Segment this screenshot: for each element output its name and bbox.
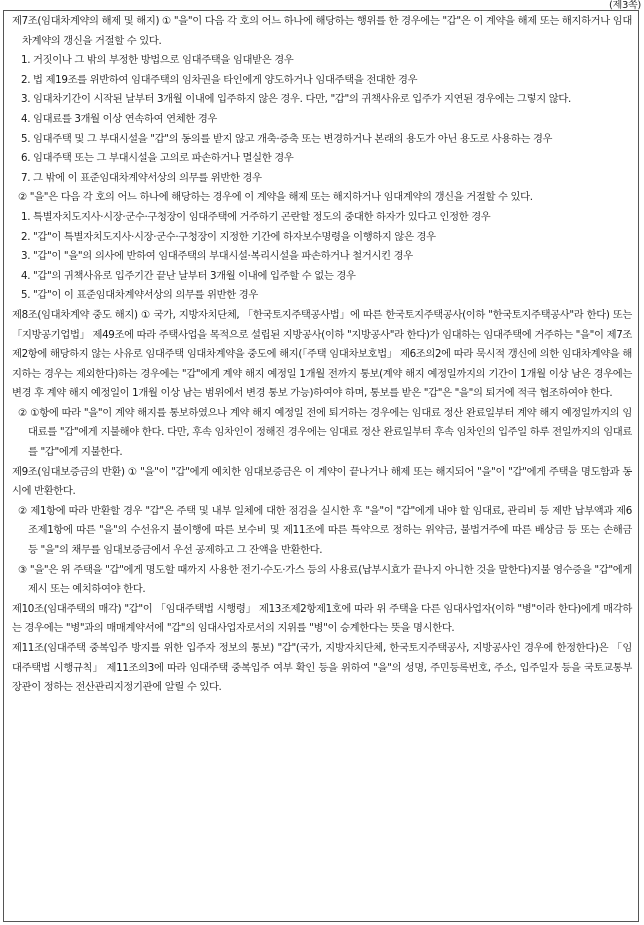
article-7-para-2-item-3: 3. "갑"이 "을"의 의사에 반하여 임대주택의 부대시설·복리시설을 파손하거나 철거시킨 경우: [21, 250, 413, 263]
article-10: 제10조(임대주택의 매각) "갑"이 「임대주택법 시행령」 제13조제2항제1호에 따라 위 주택을 다른 임대사업자(이하 "병"이라 한다)에게 매각하는 경우에는 "병"과의 매매계약서에 "갑"의 임대사업자로서의 지위를 "병"이 승계한다는 뜻을 명시한다.: [12, 602, 632, 635]
article-8-para-1: 제8조(임대차계약 중도 해지) ① 국가, 지방자치단체, 「한국토지주택공사법」에 따른 한국토지주택공사(이하 "한국토지주택공사"라 한다) 또는 「지방공기업법」 제49조에 따라 주택사업을 목적으로 설립된 지방공사(이하 "지방공사"라 한다)가 임대하는 임대주택에 거주하는 "을"이 제7조제2항에 해당하지 않는 사유로 임대주택 임대차계약을 중도에 해지(「주택 임대차보호법」 제6조의2에 따라 묵시적 갱신에 의한 임대차계약을 해지하는 경우는 제외한다)하는 경우에는 "갑"에게 계약 해지 예정일 1개월 전까지 통보(계약 해지 예정일까지의 기간이 1개월 이상 남은 경우에는 변경 후 계약 해지 예정일이 1개월 이상 남는 범위에서 변경 통보 가능)하여야 하며, 통보를 받은 "갑"은 "을"의 퇴거에 적극 협조하여야 한다.: [12, 308, 632, 400]
page-number-label: (제3쪽): [609, 0, 641, 11]
article-9-para-1: 제9조(임대보증금의 반환) ① "을"이 "갑"에게 예치한 임대보증금은 이 계약이 끝나거나 해제 또는 해지되어 "을"이 "갑"에게 주택을 명도함과 동시에 반환한다.: [12, 465, 632, 498]
article-11: 제11조(임대주택 중복입주 방지를 위한 입주자 정보의 통보) "갑"(국가, 지방자치단체, 한국토지주택공사, 지방공사인 경우에 한정한다)은 「임대주택법 시행규칙」 제11조의3에 따라 임대주택 중복입주 여부 확인 등을 위하여 "을"의 성명, 주민등록번호, 주소, 입주일자 등을 국토교통부장관이 정하는 전산관리지정기관에 알릴 수 있다.: [12, 642, 632, 694]
article-9-para-2: ② 제1항에 따라 반환할 경우 "갑"은 주택 및 내부 일체에 대한 점검을 실시한 후 "을"이 "갑"에게 내야 할 임대료, 관리비 등 제반 납부액과 제6조제1항에 따른 "을"의 수선유지 불이행에 따른 보수비 및 제11조에 따른 특약으로 정하는 위약금, 불법거주에 따른 배상금 등 또는 손해금 등 "을"의 채무를 임대보증금에서 우선 공제하고 그 잔액을 반환한다.: [18, 504, 632, 557]
article-7-para-2: ② "을"은 다음 각 호의 어느 하나에 해당하는 경우에 이 계약을 해제 또는 해지하거나 임대계약의 갱신을 거절할 수 있다.: [18, 191, 533, 204]
article-7-para-1-item-6: 6. 임대주택 또는 그 부대시설을 고의로 파손하거나 멸실한 경우: [21, 152, 294, 165]
contract-text-frame: [3, 10, 639, 922]
article-7-para-2-item-4: 4. "갑"의 귀책사유로 입주기간 끝난 날부터 3개월 이내에 입주할 수 없는 경우: [21, 269, 356, 282]
article-8-para-2: ② ①항에 따라 "을"이 계약 해지를 통보하였으나 계약 해지 예정일 전에 퇴거하는 경우에는 임대료 정산 완료일부터 계약 해지 예정일까지의 임대료를 "갑"에게 지불해야 한다. 다만, 후속 임차인이 정해진 경우에는 임대료 정산 완료일부터 후속 임차인의 입주일 하루 전일까지의 임대료를 "갑"에게 지불한다.: [18, 406, 632, 459]
article-7-para-1-item-5: 5. 임대주택 및 그 부대시설을 "갑"의 동의를 받지 않고 개축·증축 또는 변경하거나 본래의 용도가 아닌 용도로 사용하는 경우: [21, 132, 553, 145]
article-7-para-2-item-5: 5. "갑"이 이 표준임대차계약서상의 의무를 위반한 경우: [21, 289, 258, 302]
article-7-para-1-item-1: 1. 거짓이나 그 밖의 부정한 방법으로 임대주택을 임대받은 경우: [21, 54, 294, 67]
article-7-para-1: 제7조(임대차계약의 해제 및 해지) ① "을"이 다음 각 호의 어느 하나에 해당하는 행위를 한 경우에는 "갑"은 이 계약을 해제 또는 해지하거나 임대차계약의 갱신을 거절할 수 있다.: [12, 15, 632, 47]
article-7-para-2-item-1: 1. 특별자치도지사·시장·군수·구청장이 임대주택에 거주하기 곤란할 정도의 중대한 하자가 있다고 인정한 경우: [21, 210, 491, 223]
article-7-para-2-item-2: 2. "갑"이 특별자치도지사·시장·군수·구청장이 지정한 기간에 하자보수명령을 이행하지 않은 경우: [21, 230, 436, 243]
article-9-para-3: ③ "을"은 위 주택을 "갑"에게 명도할 때까지 사용한 전기·수도·가스 등의 사용료(납부시효가 끝나지 아니한 것을 말한다)지불 영수증을 "갑"에게 제시 또는 예치하여야 한다.: [18, 563, 632, 596]
article-7-para-1-item-2: 2. 법 제19조를 위반하여 임대주택의 임차권을 타인에게 양도하거나 임대주택을 전대한 경우: [21, 73, 418, 86]
article-7-para-1-item-7: 7. 그 밖에 이 표준임대차계약서상의 의무를 위반한 경우: [21, 171, 262, 184]
article-7-para-1-item-3: 3. 임대차기간이 시작된 날부터 3개월 이내에 입주하지 않은 경우. 다만, "갑"의 귀책사유로 입주가 지연된 경우에는 그렇지 않다.: [21, 93, 571, 106]
article-7-para-1-item-4: 4. 임대료를 3개월 이상 연속하여 연체한 경우: [21, 112, 218, 125]
